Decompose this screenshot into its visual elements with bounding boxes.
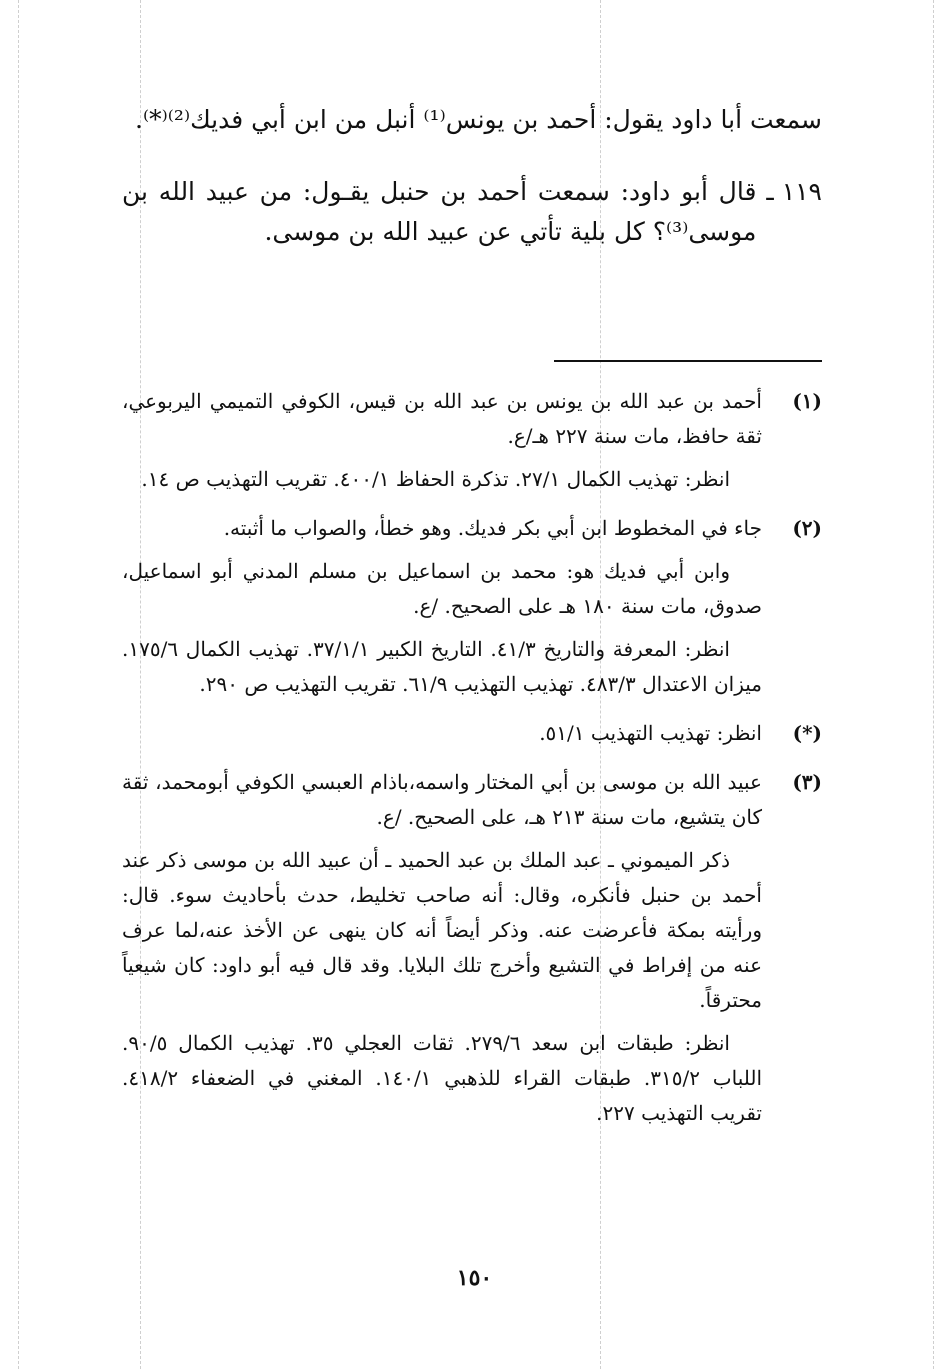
footnote-paragraph: انظر: المعرفة والتاريخ ٤١/٣. التاريخ الكبير ٣٧/١/١. تهذيب الكمال ١٧٥/٦. ميزان الاعتدال ٤٨٣/٣. تهذيب التهذيب ٦١/٩. تقريب التهذيب ص ٢٩٠. (122, 637, 762, 696)
footnote-marker: (٣) (792, 770, 822, 794)
margin-guide-left (18, 0, 19, 1369)
page-content (122, 100, 822, 1131)
footnote-marker: (١) (792, 389, 822, 413)
footnote-3 (122, 765, 822, 1131)
footnote-paragraph: ذكر الميموني ـ عبد الملك بن عبد الحميد ـ أن عبيد الله بن موسى ذكر عند أحمد بن حنبل فأنكره، وقال: أنه صاحب تخليط، حدث بأحاديث سوء. قال: ورأيته بمكة فأعرضت عنه. وذكر أيضاً أنه كان ينهى عن الأخذ عنه،لما عرف عنه من إفراط في التشيع وأخرج تلك البلايا. وقد قال فيه أبو داود: كان شيعياً محترقاً. (122, 848, 762, 1012)
footnote-1 (122, 384, 822, 505)
footnote-paragraph: عبيد الله بن موسى بن أبي المختار واسمه،باذام العبسي الكوفي أبومحمد، ثقة كان يتشيع، مات سنة ٢١٣ هـ، على الصحيح. /ع. (122, 770, 762, 829)
margin-guide-right (933, 0, 934, 1369)
footnote-paragraph: أحمد بن عبد الله بن يونس بن عبد الله بن قيس، الكوفي التميمي اليربوعي، ثقة حافظ، مات سنة ٢٢٧ هـ/ع. (122, 389, 762, 448)
footnote-2 (122, 511, 822, 710)
entry-number: ١١٩ ـ (766, 177, 822, 206)
page-number: ١٥٠ (456, 1265, 493, 1291)
footnote-paragraph: جاء في المخطوط ابن أبي بكر فديك. وهو خطأ، والصواب ما أثبته. (223, 516, 762, 540)
entry-119 (122, 172, 822, 252)
main-text-line: سمعت أبا داود يقول: أحمد بن يونس⁽¹⁾ أنبل من ابن أبي فديك⁽²⁾⁽*⁾. (135, 105, 822, 134)
entry-text: قال أبو داود: سمعت أحمد بن حنبل يقـول: من عبيد الله بن موسى⁽³⁾؟ كل بلية تأتي عن عبيد الله بن موسى. (122, 177, 757, 246)
footnotes (122, 384, 822, 1131)
footnote-paragraph: انظر: طبقات ابن سعد ٢٧٩/٦. ثقات العجلي ٣٥. تهذيب الكمال ٩٠/٥. اللباب ٣١٥/٢. طبقات القراء للذهبي ١٤٠/١. المغني في الضعفاء ٤١٨/٢. تقريب التهذيب ٢٢٧. (122, 1031, 763, 1125)
footnote-star (122, 716, 822, 759)
footnote-paragraph: انظر: تهذيب الكمال ٢٧/١. تذكرة الحفاظ ٤٠٠/١. تقريب التهذيب ص ١٤. (141, 467, 730, 491)
footnote-marker: (*) (792, 721, 822, 745)
footnote-separator (554, 360, 822, 362)
footnote-paragraph: انظر: تهذيب التهذيب ٥١/١. (539, 721, 762, 745)
footnote-paragraph: وابن أبي فديك هو: محمد بن اسماعيل بن مسلم المدني أبو اسماعيل، صدوق، مات سنة ١٨٠ هـ على الصحيح. /ع. (122, 559, 762, 618)
footnote-marker: (٢) (792, 516, 822, 540)
